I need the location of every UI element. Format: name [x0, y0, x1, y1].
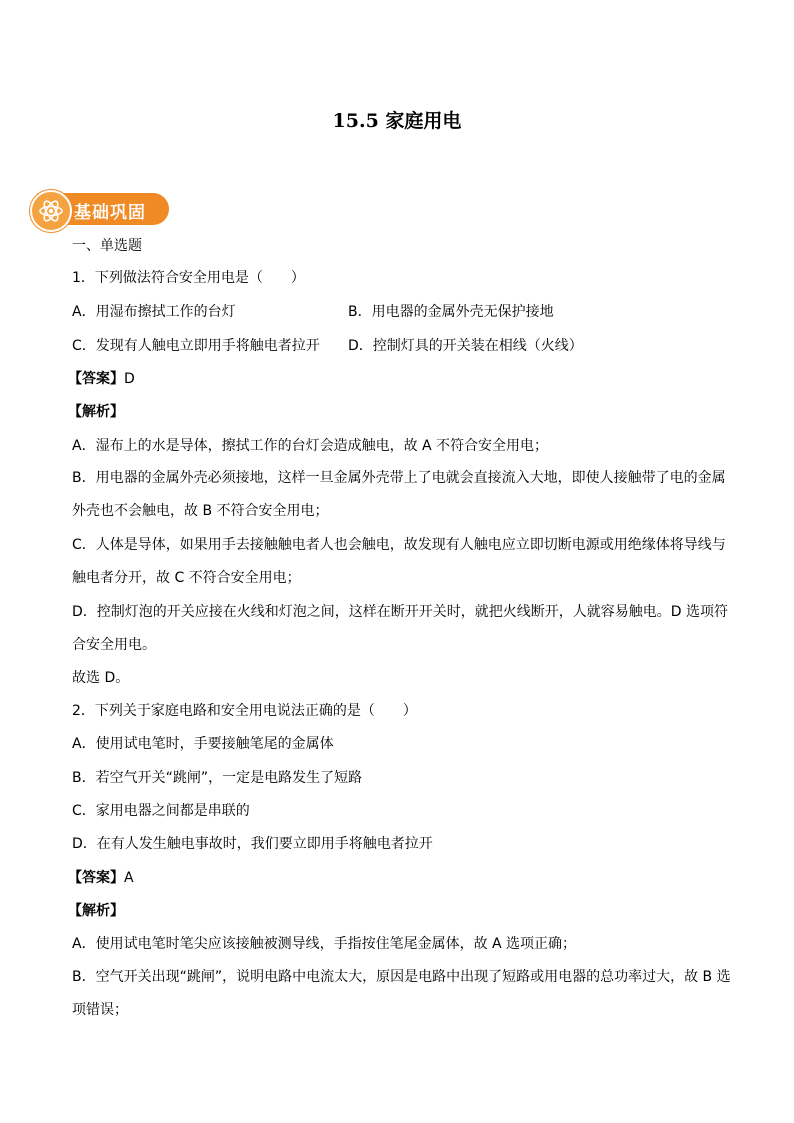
q2-answer: 【答案】A — [68, 870, 134, 886]
q2-analysis-line: 项错误； — [72, 1002, 128, 1018]
q1-option-b: B．用电器的金属外壳无保护接地 — [348, 304, 554, 320]
page-title: 15.5 家庭用电 — [332, 110, 462, 132]
q1-analysis-line: 触电者分开，故 C 不符合安全用电； — [72, 570, 301, 586]
q2-analysis-label: 【解析】 — [68, 903, 124, 919]
q1-analysis-line: 合安全用电。 — [72, 637, 156, 653]
q2-analysis-line: B．空气开关出现“跳闸”，说明电路中电流太大，原因是电路中出现了短路或用电器的总功率过大，故 B 选 — [72, 969, 731, 985]
q2-stem: 2．下列关于家庭电路和安全用电说法正确的是（ ） — [72, 703, 417, 719]
q1-analysis-line: 外壳也不会触电，故 B 不符合安全用电； — [72, 503, 329, 519]
q1-analysis-line: B．用电器的金属外壳必须接地，这样一旦金属外壳带上了电就会直接流入大地，即使人接触带了电的金属 — [72, 470, 726, 486]
q1-analysis-line: A．湿布上的水是导体，擦拭工作的台灯会造成触电，故 A 不符合安全用电； — [72, 438, 549, 454]
section-heading: 一、单选题 — [72, 238, 142, 254]
q2-option-b: B．若空气开关“跳闸”，一定是电路发生了短路 — [72, 770, 363, 786]
q1-stem: 1．下列做法符合安全用电是（ ） — [72, 270, 305, 286]
q1-answer: 【答案】D — [68, 371, 135, 387]
section-banner — [30, 190, 170, 226]
q1-analysis-line: 故选 D。 — [72, 670, 130, 686]
q1-analysis-line: C．人体是导体，如果用手去接触触电者人也会触电，故发现有人触电应立即切断电源或用绝缘体将导线与 — [72, 537, 726, 553]
q2-option-d: D．在有人发生触电事故时，我们要立即用手将触电者拉开 — [72, 836, 433, 852]
q1-analysis-label: 【解析】 — [68, 404, 124, 420]
q2-analysis-line: A．使用试电笔时笔尖应该接触被测导线，手指按住笔尾金属体，故 A 选项正确； — [72, 936, 577, 952]
q1-option-d: D．控制灯具的开关装在相线（火线） — [348, 338, 583, 354]
banner-label: 基础巩固 — [74, 203, 146, 223]
q1-option-c: C．发现有人触电立即用手将触电者拉开 — [72, 338, 320, 354]
q2-option-c: C．家用电器之间都是串联的 — [72, 803, 250, 819]
q1-analysis-line: D．控制灯泡的开关应接在火线和灯泡之间，这样在断开开关时，就把火线断开，人就容易触电。D 选项符 — [72, 604, 729, 620]
q2-option-a: A．使用试电笔时，手要接触笔尾的金属体 — [72, 736, 334, 752]
atom-icon — [30, 190, 72, 232]
q1-option-a: A．用湿布擦拭工作的台灯 — [72, 304, 236, 320]
